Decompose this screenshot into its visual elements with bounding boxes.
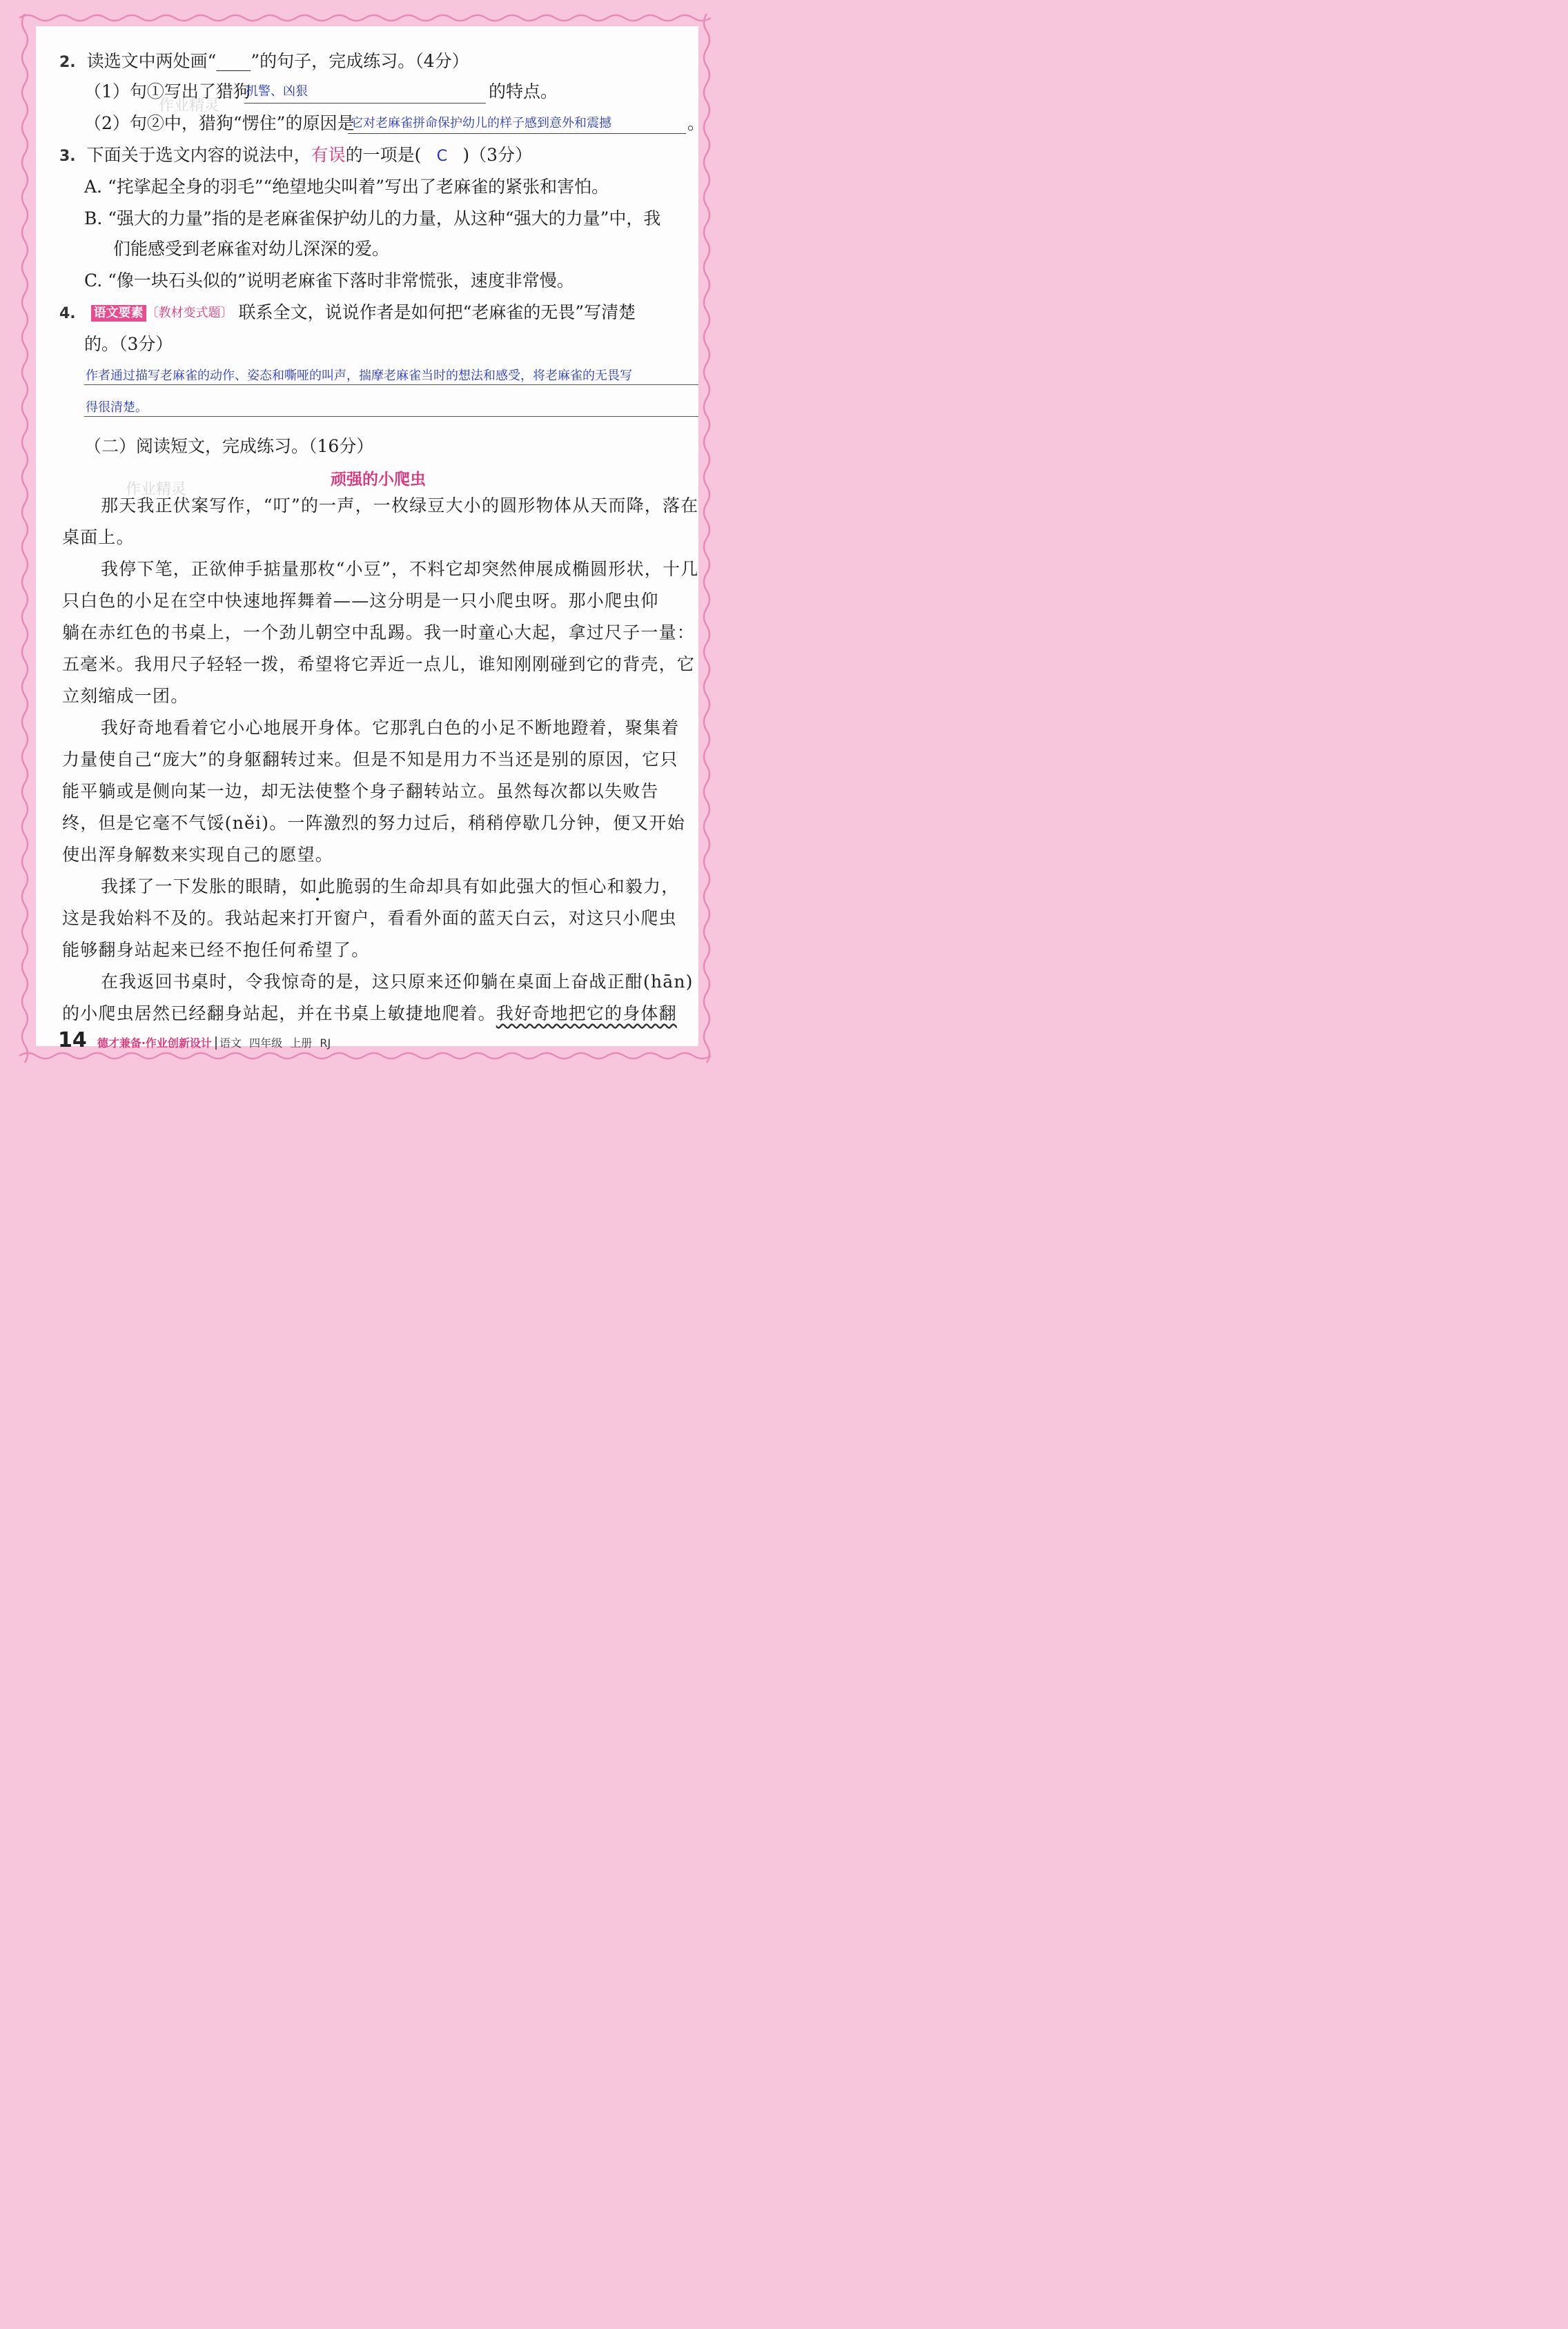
passage-title: 顽强的小爬虫 (331, 471, 426, 489)
question-3 (59, 144, 532, 168)
sub-question-text: （2）句②中，猎狗“愣住”的原因是 (84, 113, 355, 133)
passage-text: 这是我始料不及的。我站起来打开窗户，看看外面的蓝天白云，对这只小爬虫 (62, 908, 677, 928)
question-4 (59, 301, 636, 326)
tag-badge: 语文要素 (91, 305, 146, 322)
sub-question-suffix: 的特点。 (489, 81, 558, 101)
question-text: 的。（3分） (84, 334, 173, 354)
passage-text: 如此 (480, 876, 517, 896)
volume: 上册 (290, 1036, 313, 1050)
option-a: A. “挓挲起全身的羽毛”“绝望地尖叫着”写出了老麻雀的紧张和害怕。 (84, 177, 609, 197)
option-b-line-2: 们能感受到老麻雀对幼儿深深的爱。 (113, 239, 390, 259)
question-text: )（3分） (462, 145, 533, 165)
passage-line: 躺在赤红色的书桌上，一个劲儿朝空中乱踢。我一时童心大起，拿过尺子一量： (62, 622, 696, 642)
question-number: 4. (59, 305, 76, 322)
subject: 语文 (215, 1036, 242, 1050)
answer-line-2[interactable] (84, 396, 698, 417)
question-number: 3. (59, 148, 76, 165)
emphasis-text: 有误 (311, 145, 346, 165)
watermark: 作业精灵 (159, 97, 220, 115)
question-number: 2. (59, 54, 76, 71)
question-2-sub-1 (84, 80, 251, 104)
passage-line: 能平躺或是侧向某一边，却无法使整个身子翻转站立。虽然每次都以失败告 (62, 781, 659, 801)
passage-text: 在我返回书桌时，令我惊奇的是，这只原来还仰躺在桌面上奋战正酣(hān) (101, 972, 694, 992)
handwritten-answer: 作者通过描写老麻雀的动作、姿态和嘶哑的叫声，揣摩老麻雀当时的想法和感受，将老麻雀的无畏写 (86, 368, 632, 383)
grade: 四年级 (249, 1036, 283, 1050)
option-c: C. “像一块石头似的”说明老麻雀下落时非常慌张，速度非常慢。 (84, 271, 574, 291)
passage-line: 我好奇地看着它小心地展开身体。它那乳白色的小足不断地蹬着，聚集着 (101, 718, 680, 738)
page-footer (58, 1028, 331, 1052)
sub-question-suffix: 。 (687, 113, 705, 133)
watermark: 作业精灵 (126, 481, 187, 498)
passage-line: 力量使自己“庞大”的身躯翻转过来。但是不知是用力不当还是别的原因，它只 (62, 749, 678, 769)
dotted-emphasis-text: 如此 (300, 876, 336, 896)
passage-text: 的小爬虫居然已经翻身站起，并在书桌上敏捷地爬着。 (62, 1003, 496, 1023)
series-name: 德才兼备·作业创新设计 (97, 1036, 212, 1050)
passage-paragraph-4 (62, 871, 679, 966)
question-text: 读选文中两处画“____”的句子，完成练习。（4分） (86, 51, 469, 71)
passage-line: 那天我正伏案写作，“叮”的一声，一枚绿豆大小的圆形物体从天而降，落在 (101, 495, 699, 515)
passage-line: 我停下笔，正欲伸手掂量那枚“小豆”，不料它却突然伸展成椭圆形状，十几 (101, 559, 699, 579)
question-text: 的一项是( (345, 145, 422, 165)
passage-body (62, 490, 704, 871)
answer-blank-2[interactable] (348, 109, 686, 134)
passage-line: 使出浑身解数来实现自己的愿望。 (62, 845, 334, 865)
passage-line: 只白色的小足在空中快速地挥舞着——这分明是一只小爬虫呀。那小爬虫仰 (62, 591, 659, 611)
question-text: 联系全文，说说作者是如何把“老麻雀的无畏”写清楚 (238, 302, 636, 322)
passage-text: 我揉了一下发胀的眼睛， (101, 876, 300, 896)
passage-line: 桌面上。 (62, 527, 135, 547)
passage-text: 脆弱的生命却具有 (335, 876, 481, 896)
question-text: 下面关于选文内容的说法中， (86, 145, 311, 165)
edition: RJ (320, 1036, 331, 1050)
passage-line: 终，但是它毫不气馁(něi)。一阵激烈的努力过后，稍稍停歇几分钟，便又开始 (62, 813, 685, 833)
handwritten-answer: 得很清楚。 (86, 400, 148, 415)
page-number: 14 (58, 1028, 87, 1052)
handwritten-answer: 机警、凶狠 (246, 84, 308, 99)
passage-line: 立刻缩成一团。 (62, 686, 189, 706)
sub-question-text: （1）句①写出了猎狗 (84, 81, 251, 101)
option-b-line-1: B. “强大的力量”指的是老麻雀保护幼儿的力量，从这种“强大的力量”中，我 (84, 208, 661, 228)
choice-answer[interactable]: C (436, 148, 448, 165)
tag-label: 〔教材变式题〕 (146, 306, 233, 320)
passage-paragraph-5 (62, 966, 694, 1030)
handwritten-answer: 它对老麻雀拼命保护幼儿的样子感到意外和震撼 (351, 116, 611, 130)
answer-line-1[interactable] (84, 364, 698, 385)
passage-text: 强大的恒心和毅力， (516, 876, 680, 896)
answer-blank-1[interactable] (244, 79, 486, 104)
passage-line: 五毫米。我用尺子轻轻一拨，希望将它弄近一点儿，谁知刚刚碰到它的背壳，它 (62, 654, 696, 674)
section-heading: （二）阅读短文，完成练习。（16分） (84, 436, 374, 456)
question-2 (59, 50, 469, 75)
wavy-underlined-text: 我好奇地把它的身体翻 (496, 1003, 677, 1023)
question-2-sub-2 (84, 112, 354, 135)
passage-text: 能够翻身站起来已经不抱任何希望了。 (62, 940, 370, 960)
